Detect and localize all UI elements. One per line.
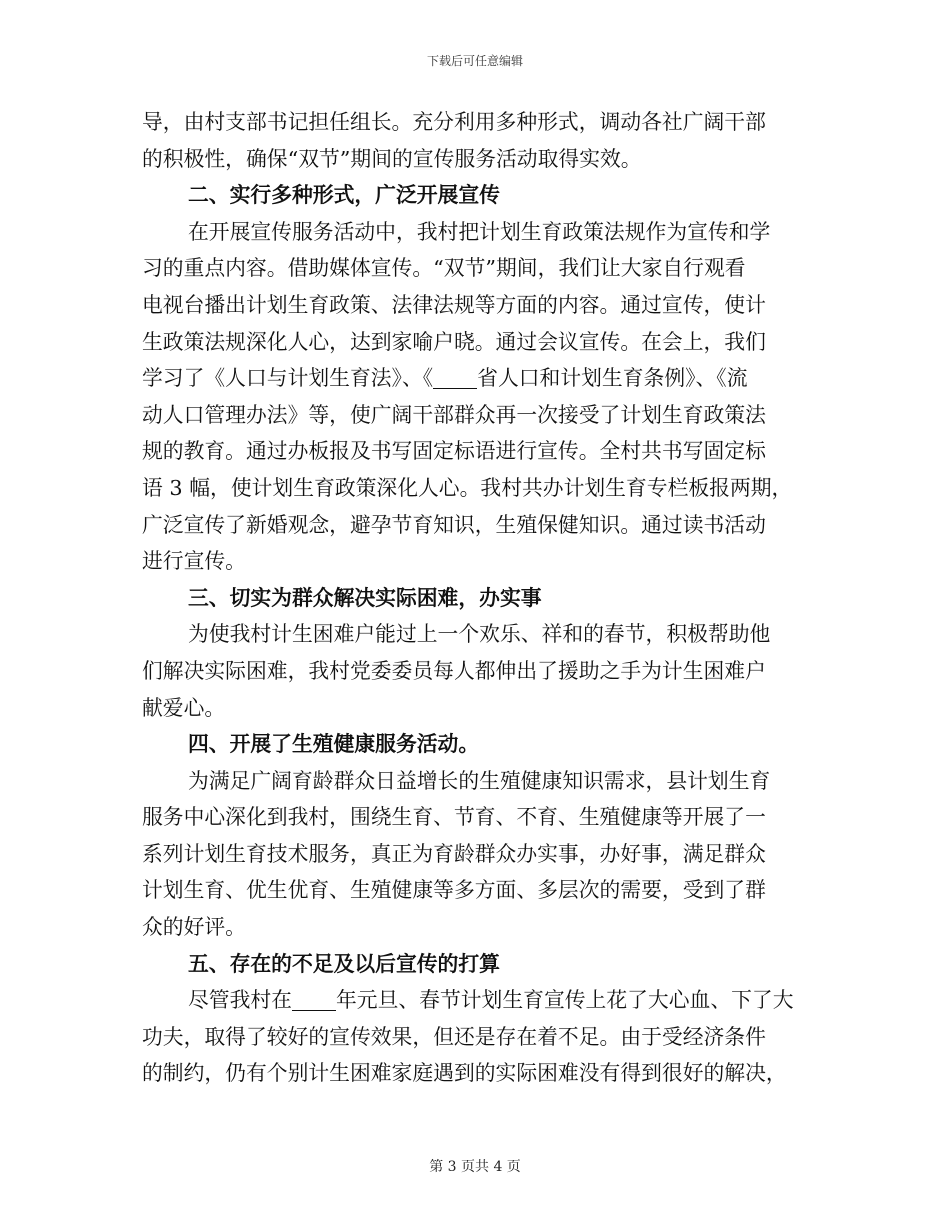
section-heading-4: 四、开展了生殖健康服务活动。 [188,731,480,757]
paragraph-line: 的积极性，确保“双节”期间的宣传服务活动取得实效。 [142,146,642,171]
section-heading-5: 五、存在的不足及以后宣传的打算 [188,950,500,976]
paragraph-line: 规的教育。通过办板报及书写固定标语进行宣传。全村共书写固定标 [142,439,766,464]
paragraph-line [142,360,808,397]
paragraph-line: 为满足广阔育龄群众日益增长的生殖健康知识需求，县计划生育 [188,768,771,793]
page-header: 下载后可任意编辑 [426,54,523,68]
fill-in-blank [292,990,336,1012]
paragraph-line: 在开展宣传服务活动中，我村把计划生育政策法规作为宣传和学 [188,219,771,244]
paragraph-line: 的制约，仍有个别计生困难家庭遇到的实际困难没有得到很好的解决， [142,1061,787,1086]
paragraph-line: 进行宣传。 [142,549,246,574]
paragraph-line: 计划生育、优生优育、生殖健康等多方面、多层次的需要，受到了群 [142,878,766,903]
text-segment: 学习了《人口与计划生育法》、《 [142,366,434,391]
paragraph-line: 语 3 幅，使计划生育政策深化人心。我村共办计划生育专栏板报两期， [142,475,793,500]
paragraph-line: 广泛宣传了新婚观念，避孕节育知识，生殖保健知识。通过读书活动 [142,512,766,537]
paragraph-line: 生政策法规深化人心，达到家喻户晓。通过会议宣传。在会上，我们 [142,329,766,354]
paragraph-line: 献爱心。 [142,695,226,720]
paragraph-line: 习的重点内容。借助媒体宣传。“双节”期间，我们让大家自行观看 [142,256,746,281]
paragraph-line: 动人口管理办法》等，使广阔干部群众再一次接受了计划生育政策法 [142,402,766,427]
fill-in-blank [433,368,477,390]
paragraph-line: 功夫，取得了较好的宣传效果，但还是存在着不足。由于受经济条件 [142,1024,766,1049]
paragraph-line [142,982,808,1019]
text-segment: 年元旦、春节计划生育宣传上花了大心血、下了大 [335,988,794,1013]
paragraph-line: 导，由村支部书记担任组长。充分利用多种形式，调动各社广阔干部 [142,110,766,134]
document-body [142,104,808,1092]
section-heading-3: 三、切实为群众解决实际困难，办实事 [188,584,542,610]
page-footer: 第 3 页共 4 页 [429,1159,521,1175]
paragraph-line: 系列计划生育技术服务，真正为育龄群众办实事，办好事，满足群众 [142,841,766,866]
text-segment: 省人口和计划生育条例》、《流 [477,366,748,391]
text-segment: 尽管我村在 [188,988,292,1013]
paragraph-line: 众的好评。 [142,915,246,940]
paragraph-line: 们解决实际困难，我村党委委员每人都伸出了援助之手为计生困难户 [142,658,766,683]
section-heading-2: 二、实行多种形式，广泛开展宣传 [188,182,500,208]
paragraph-line: 电视台播出计划生育政策、法律法规等方面的内容。通过宣传，使计 [142,292,766,317]
paragraph-line: 为使我村计生困难户能过上一个欢乐、祥和的春节，积极帮助他 [188,622,771,647]
paragraph-line: 服务中心深化到我村，围绕生育、节育、不育、生殖健康等开展了一 [142,805,766,830]
